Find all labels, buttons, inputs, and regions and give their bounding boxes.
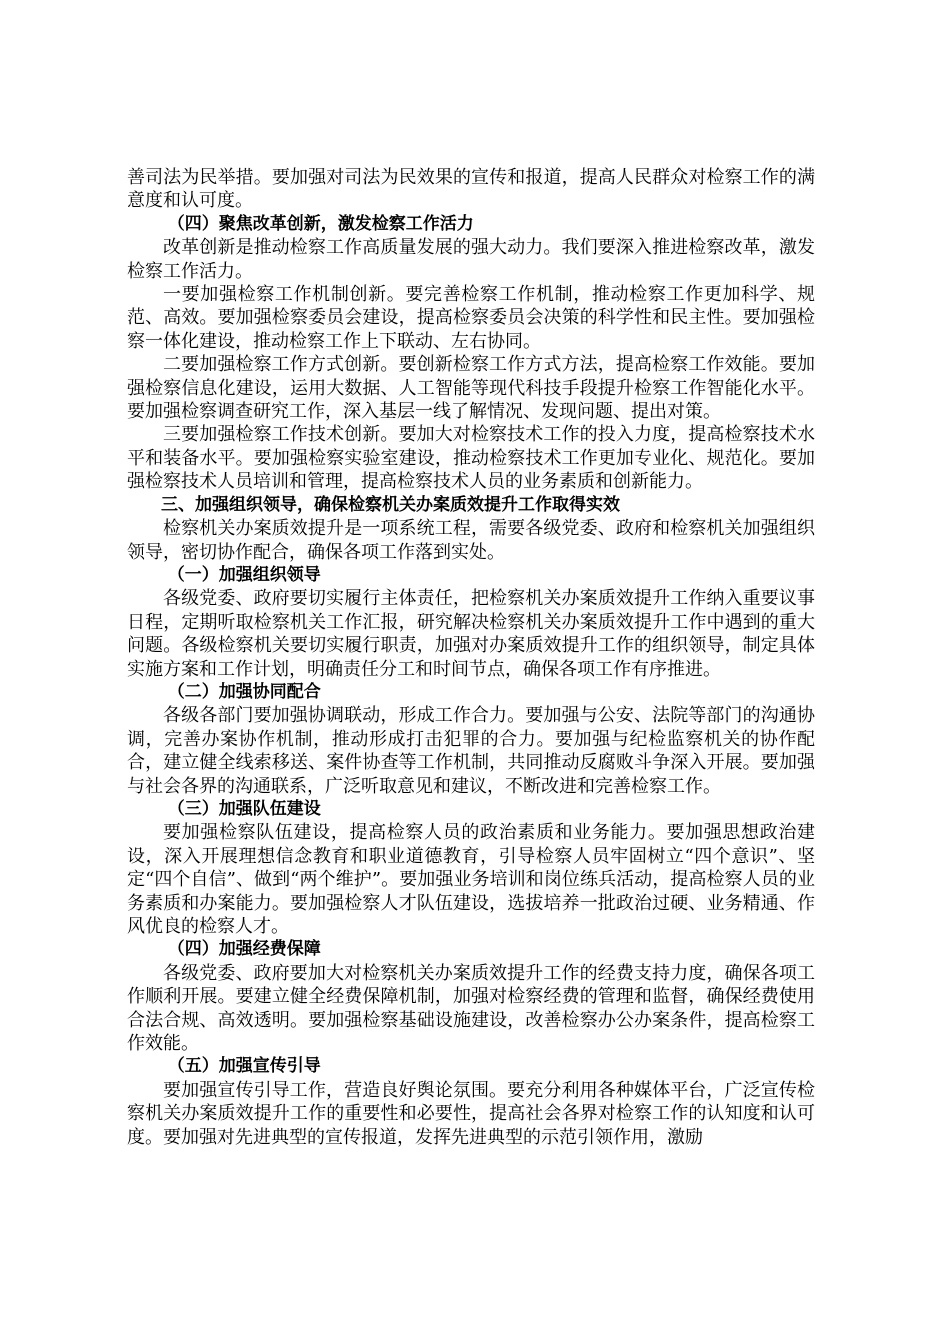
section-heading: （四）聚焦改革创新，激发检察工作活力: [167, 213, 474, 234]
section-heading: （四）加强经费保障: [167, 939, 321, 960]
document-page: [127, 166, 815, 1149]
body-paragraph: 要加强检察队伍建设，提高检察人员的政治素质和业务能力。要加强思想政治建设，深入开展理想信念教育和职业道德教育，引导检察人员牢固树立“四个意识”、坚定“四个自信”、做到“两个维护”。要加强业务培训和岗位练兵活动，提高检察人员的业务素质和办案能力。要加强检察人才队伍建设，选拔培养一批政治过硬、业务精通、作风优良的检察人才。: [127, 822, 815, 937]
section-heading: （五）加强宣传引导: [167, 1056, 321, 1077]
section-heading: （三）加强队伍建设: [167, 798, 321, 819]
body-paragraph: 各级各部门要加强协调联动，形成工作合力。要加强与公安、法院等部门的沟通协调，完善办案协作机制，推动形成打击犯罪的合力。要加强与纪检监察机关的协作配合，建立健全线索移送、案件协查等工作机制，共同推动反腐败斗争深入开展。要加强与社会各界的沟通联系，广泛听取意见和建议，不断改进和完善检察工作。: [127, 705, 815, 797]
body-paragraph: 一要加强检察工作机制创新。要完善检察工作机制，推动检察工作更加科学、规范、高效。要加强检察委员会建设，提高检察委员会决策的科学性和民主性。要加强检察一体化建设，推动检察工作上下联动、左右协同。: [127, 284, 815, 352]
section-heading: （一）加强组织领导: [167, 564, 321, 585]
body-paragraph: 三要加强检察工作技术创新。要加大对检察技术工作的投入力度，提高检察技术水平和装备水平。要加强检察实验室建设，推动检察技术工作更加专业化、规范化。要加强检察技术人员培训和管理，提高检察技术人员的业务素质和创新能力。: [127, 424, 815, 493]
body-paragraph: 各级党委、政府要切实履行主体责任，把检察机关办案质效提升工作纳入重要议事日程，定期听取检察机关工作汇报，研究解决检察机关办案质效提升工作中遇到的重大问题。各级检察机关要切实履行职责，加强对办案质效提升工作的组织领导，制定具体实施方案和工作计划，明确责任分工和时间节点，确保各项工作有序推进。: [127, 588, 815, 680]
major-section-heading: 三、加强组织领导，确保检察机关办案质效提升工作取得实效: [161, 494, 620, 515]
body-paragraph: 检察机关办案质效提升是一项系统工程，需要各级党委、政府和检察机关加强组织领导，密切协作配合，确保各项工作落到实处。: [127, 518, 815, 563]
body-paragraph: 二要加强检察工作方式创新。要创新检察工作方式方法，提高检察工作效能。要加强检察信息化建设，运用大数据、人工智能等现代科技手段提升检察工作智能化水平。要加强检察调查研究工作，深入基层一线了解情况、发现问题、提出对策。: [127, 354, 815, 423]
body-paragraph: 要加强宣传引导工作，营造良好舆论氛围。要充分利用各种媒体平台，广泛宣传检察机关办案质效提升工作的重要性和必要性，提高社会各界对检察工作的认知度和认可度。要加强对先进典型的宣传报道，发挥先进典型的示范引领作用，激励: [127, 1079, 815, 1148]
body-paragraph: 各级党委、政府要加大对检察机关办案质效提升工作的经费支持力度，确保各项工作顺利开展。要建立健全经费保障机制，加强对检察经费的管理和监督，确保经费使用合法合规、高效透明。要加强检察基础设施建设，改善检察办公办案条件，提高检察工作效能。: [127, 962, 815, 1055]
body-paragraph: 改革创新是推动检察工作高质量发展的强大动力。我们要深入推进检察改革，激发检察工作活力。: [127, 237, 815, 282]
section-heading: （二）加强协同配合: [167, 681, 321, 702]
body-paragraph: 善司法为民举措。要加强对司法为民效果的宣传和报道，提高人民群众对检察工作的满意度和认可度。: [127, 167, 815, 212]
